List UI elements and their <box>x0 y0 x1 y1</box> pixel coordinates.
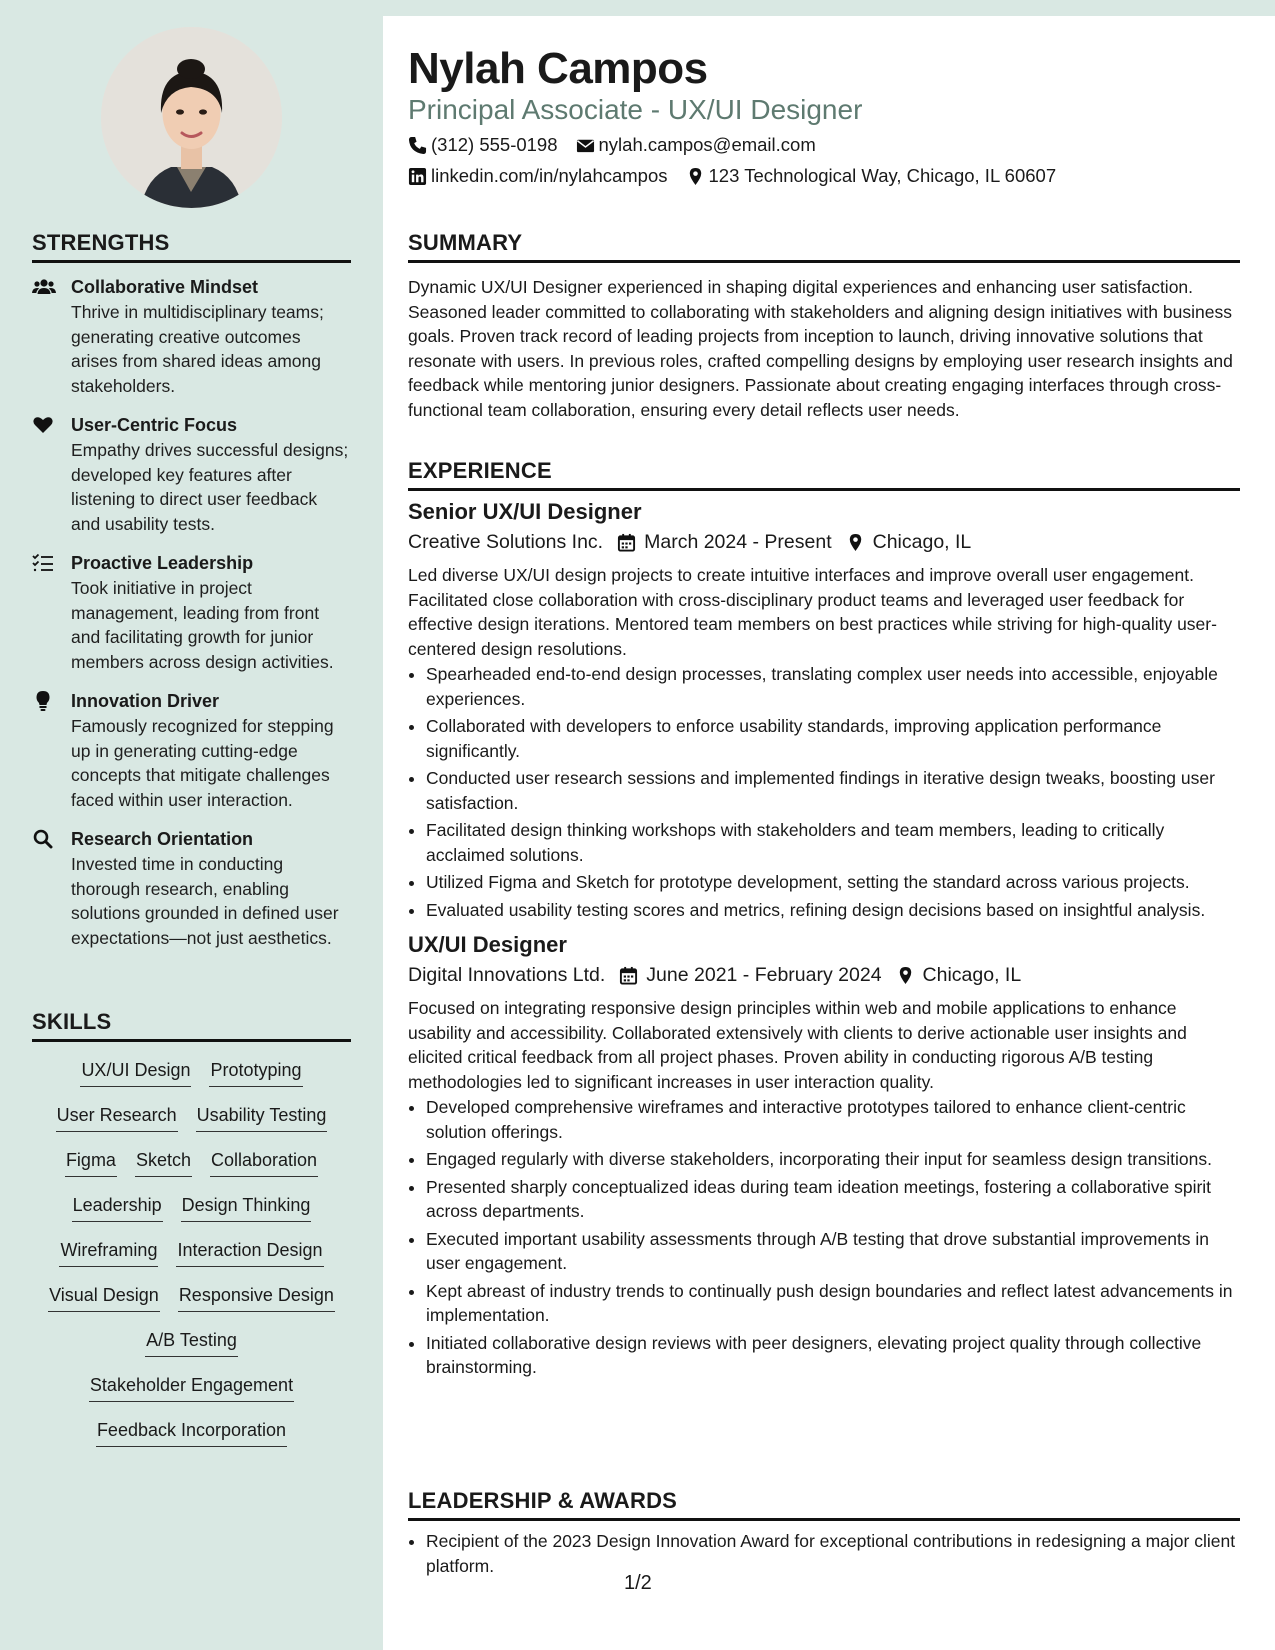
job-bullet: • Conducted user research sessions and implemented findings in iterative design tweaks, boosting user satisfaction. <box>426 766 1240 815</box>
job-title: Senior UX/UI Designer <box>408 499 642 524</box>
job-bullet: • Collaborated with developers to enforce usability standards, improving application performance significantly. <box>426 714 1240 763</box>
job-title: UX/UI Designer <box>408 932 567 957</box>
leadership-bullet: • Recipient of the 2023 Design Innovation Award for exceptional contributions in redesigning a major client platform. <box>426 1529 1240 1578</box>
skill-tag: Wireframing <box>59 1238 158 1267</box>
address-text: 123 Technological Way, Chicago, IL 60607 <box>708 165 1057 186</box>
calendar-icon <box>617 533 636 552</box>
strength-title: Innovation Driver <box>71 691 220 711</box>
linkedin-text: linkedin.com/in/nylahcampos <box>431 165 668 186</box>
summary-text: Dynamic UX/UI Designer experienced in shaping digital experiences and enhancing user satisfaction. Seasoned leader committed to collaborating with stakeholders and aligning design initiatives with business goals. Proven track record of leading projects from inception to launch, driving innovative solutions that resonate with users. In previous roles, crafted compelling designs by employing user research insights and feedback while mentoring junior designers. Passionate about creating engaging interfaces through cross-functional team collaboration, ensuring every detail reflects user needs. <box>408 277 1233 420</box>
skills-section <box>32 1009 351 1463</box>
contact-row <box>408 165 1056 187</box>
job-entry <box>408 930 1240 1380</box>
skill-row <box>32 1238 351 1283</box>
contact-row <box>408 134 816 156</box>
strength-desc: Invested time in conducting thorough research, enabling solutions grounded in defined user expectations—not just aesthetics. <box>71 854 339 948</box>
strength-title: Research Orientation <box>71 829 254 849</box>
strength-item <box>32 551 351 674</box>
skill-tag: Sketch <box>135 1148 192 1177</box>
job-entry <box>408 497 1240 922</box>
strength-title: User-Centric Focus <box>71 415 238 435</box>
summary-section <box>408 230 1240 422</box>
job-bullet: • Kept abreast of industry trends to continually push design boundaries and reflect latest advancements in implementation. <box>426 1279 1240 1328</box>
skill-tag: Usability Testing <box>196 1103 328 1132</box>
skill-tag: Interaction Design <box>176 1238 323 1267</box>
skill-tag: Figma <box>65 1148 117 1177</box>
skill-row <box>32 1058 351 1103</box>
strength-item <box>32 275 351 398</box>
skill-tag: A/B Testing <box>145 1328 238 1357</box>
skill-tag: Leadership <box>72 1193 163 1222</box>
linkedin-item <box>408 165 668 187</box>
strength-title: Proactive Leadership <box>71 553 254 573</box>
skills-list <box>32 1054 351 1463</box>
email-item <box>576 134 816 156</box>
job-bullet: • Spearheaded end-to-end design processes, translating complex user needs into accessible, enjoyable experiences. <box>426 662 1240 711</box>
skill-tag: User Research <box>56 1103 178 1132</box>
strength-desc: Empathy drives successful designs; developed key features after listening to direct user feedback and usability tests. <box>71 440 349 534</box>
skill-row <box>32 1193 351 1238</box>
summary-heading: SUMMARY <box>408 230 1240 263</box>
avatar <box>101 27 282 208</box>
job-description: Led diverse UX/UI design projects to create intuitive interfaces and improve overall user engagement. Facilitated close collaboration with cross-disciplinary product teams and leveraged user feedback for effective design iterations. Mentored team members on best practices while striving for high-quality user-centered design resolutions. <box>408 565 1217 659</box>
list-check-icon <box>32 553 56 573</box>
envelope-icon <box>576 136 595 155</box>
map-pin-icon <box>686 167 705 186</box>
job-bullet: • Utilized Figma and Sketch for prototype development, setting the standard across various projects. <box>426 870 1240 895</box>
skill-row <box>32 1148 351 1193</box>
job-bullet: • Developed comprehensive wireframes and interactive prototypes tailored to enhance client-centric solution offerings. <box>426 1095 1240 1144</box>
job-meta <box>408 960 1240 990</box>
strength-desc: Took initiative in project management, leading from front and facilitating growth for junior members across design activities. <box>71 578 334 672</box>
users-icon <box>32 277 56 297</box>
candidate-name: Nylah Campos <box>408 44 708 93</box>
skill-tag: UX/UI Design <box>80 1058 191 1087</box>
search-icon <box>32 829 56 849</box>
skill-row <box>32 1373 351 1418</box>
page-number: 1/2 <box>624 1572 652 1594</box>
calendar-icon <box>619 966 638 985</box>
strengths-heading: STRENGTHS <box>32 230 351 263</box>
map-pin-icon <box>846 533 865 552</box>
skill-tag: Responsive Design <box>178 1283 335 1312</box>
experience-section <box>408 458 1240 1383</box>
job-company: Digital Innovations Ltd. <box>408 964 606 986</box>
strength-item <box>32 413 351 536</box>
job-dates: March 2024 - Present <box>644 531 832 553</box>
email-text: nylah.campos@email.com <box>598 134 816 155</box>
leadership-bullets <box>408 1529 1240 1578</box>
leadership-heading: LEADERSHIP & AWARDS <box>408 1488 1240 1521</box>
skill-tag: Prototyping <box>209 1058 302 1087</box>
linkedin-icon <box>408 167 427 186</box>
job-bullet: • Evaluated usability testing scores and metrics, refining design decisions based on insightful analysis. <box>426 898 1240 923</box>
job-bullet: • Presented sharply conceptualized ideas during team ideation meetings, fostering a collaborative spirit across departments. <box>426 1175 1240 1224</box>
job-bullet: • Executed important usability assessments through A/B testing that drove substantial improvements in user engagement. <box>426 1227 1240 1276</box>
skill-tag: Feedback Incorporation <box>96 1418 287 1447</box>
job-meta <box>408 527 1240 557</box>
heart-icon <box>32 415 56 435</box>
strength-desc: Famously recognized for stepping up in generating cutting-edge concepts that mitigate challenges faced within user interaction. <box>71 716 334 810</box>
job-location: Chicago, IL <box>922 964 1022 986</box>
skill-tag: Design Thinking <box>181 1193 312 1222</box>
skill-row <box>32 1418 351 1463</box>
leadership-section <box>408 1488 1240 1581</box>
phone-item <box>408 134 558 156</box>
strength-item <box>32 827 351 950</box>
experience-heading: EXPERIENCE <box>408 458 1240 491</box>
job-bullets <box>408 1095 1240 1380</box>
skills-heading: SKILLS <box>32 1009 351 1042</box>
job-bullet: • Engaged regularly with diverse stakeholders, incorporating their input for seamless design transitions. <box>426 1147 1240 1172</box>
job-location: Chicago, IL <box>872 531 972 553</box>
strength-title: Collaborative Mindset <box>71 277 259 297</box>
map-pin-icon <box>896 966 915 985</box>
job-dates: June 2021 - February 2024 <box>646 964 882 986</box>
job-bullet: • Facilitated design thinking workshops with stakeholders and team members, leading to critically acclaimed solutions. <box>426 818 1240 867</box>
strength-item <box>32 689 351 812</box>
skill-row <box>32 1283 351 1328</box>
job-bullet: • Initiated collaborative design reviews with peer designers, elevating project quality through collective brainstorming. <box>426 1331 1240 1380</box>
skill-row <box>32 1328 351 1373</box>
sidebar <box>0 0 383 1650</box>
phone-icon <box>408 136 427 155</box>
candidate-role: Principal Associate - UX/UI Designer <box>408 94 863 125</box>
job-company: Creative Solutions Inc. <box>408 531 604 553</box>
skill-tag: Collaboration <box>210 1148 318 1177</box>
skill-tag: Visual Design <box>48 1283 160 1312</box>
strength-desc: Thrive in multidisciplinary teams; generating creative outcomes arises from shared ideas among stakeholders. <box>71 302 324 396</box>
address-item <box>686 165 1057 187</box>
strengths-section <box>32 230 351 965</box>
job-bullets <box>408 662 1240 922</box>
skill-row <box>32 1103 351 1148</box>
skill-tag: Stakeholder Engagement <box>89 1373 294 1402</box>
phone-text: (312) 555-0198 <box>431 134 558 155</box>
lightbulb-icon <box>32 691 56 711</box>
job-description: Focused on integrating responsive design principles within web and mobile applications to enhance usability and accessibility. Collaborated extensively with clients to derive actionable user insights and elicited critical feedback from all project phases. Proven ability in conducting rigorous A/B testing methodologies led to significant increases in user interaction quality. <box>408 998 1187 1092</box>
